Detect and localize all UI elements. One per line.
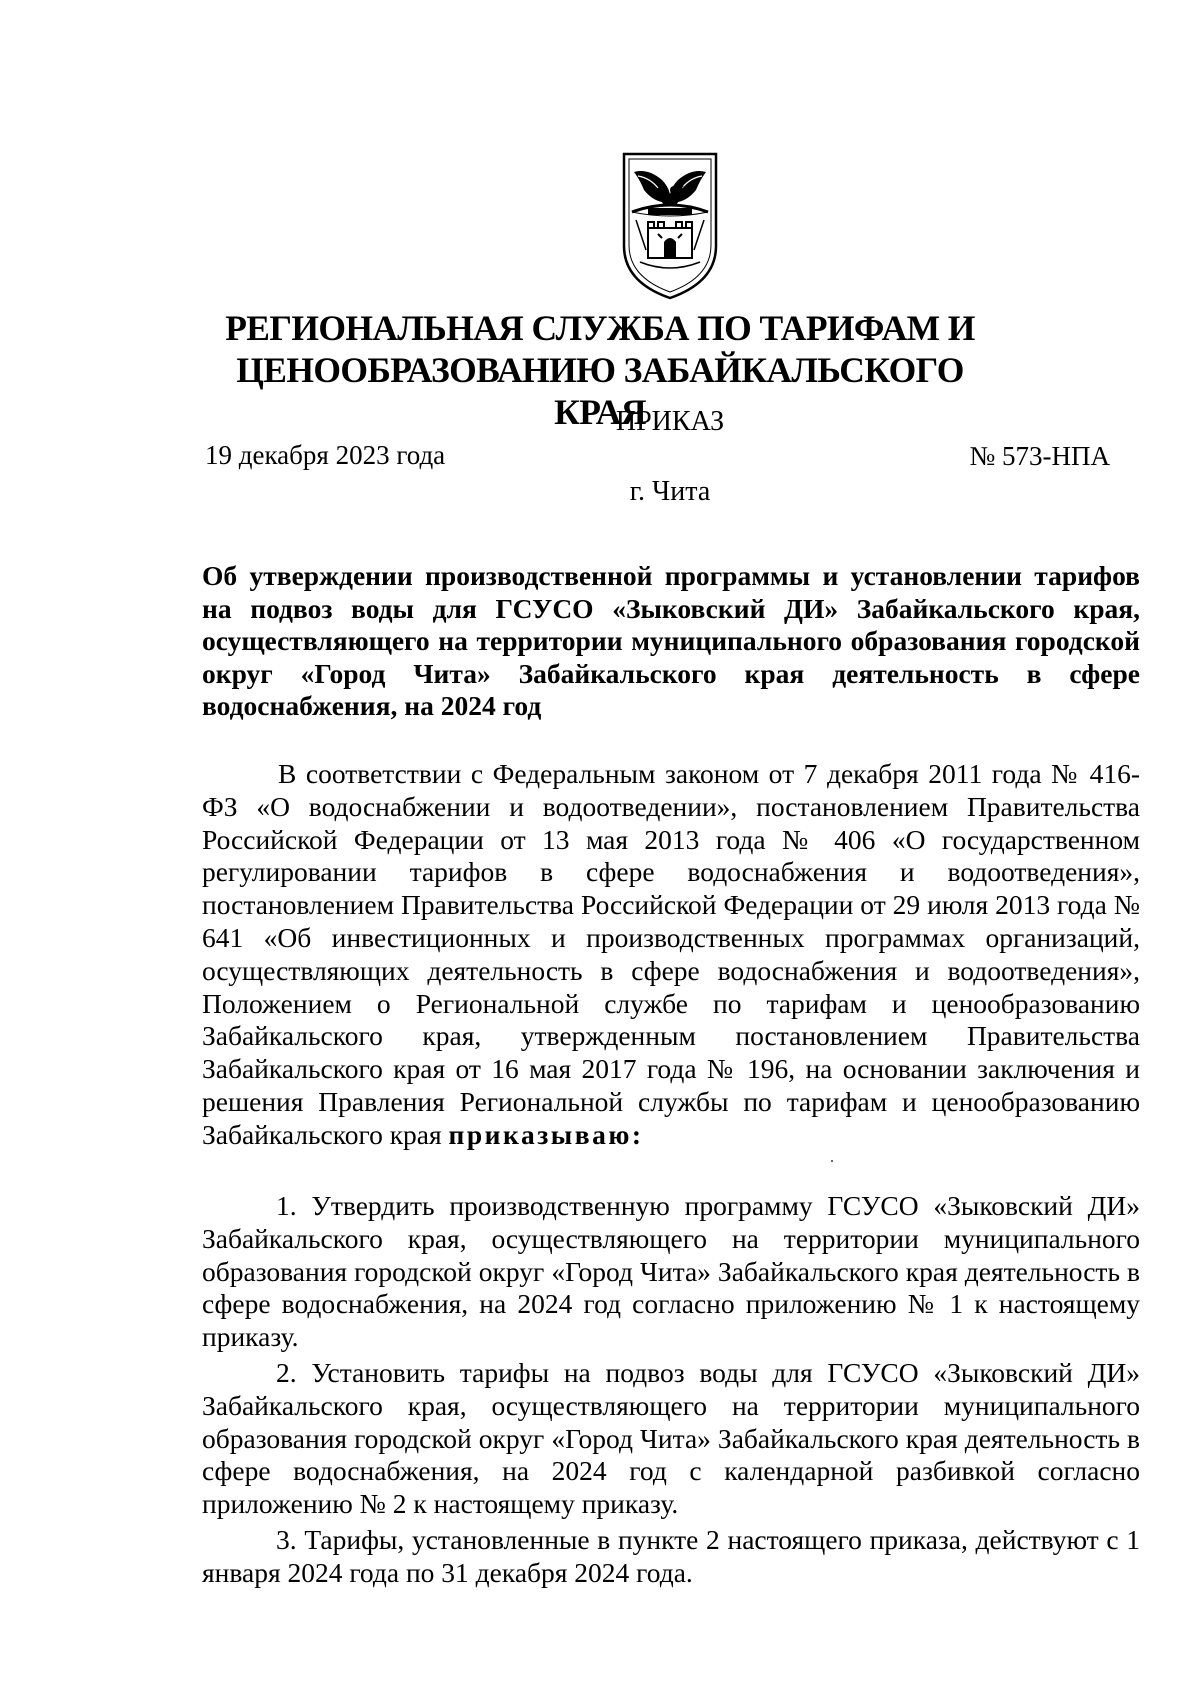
order-item: 2. Установить тарифы на подвоз воды для ГСУСО «Зыковский ДИ» Забайкальского края, осуществляющего на территории муниципального образования городской округ «Город Чита» Забайкальского края деятельность в сфере водоснабжения, на 2024 год с календарной разбивкой согласно приложению № 2 к настоящему приказу. [202, 1356, 1140, 1520]
order-date: 19 декабря 2023 года [205, 440, 446, 470]
order-number: № 573-НПА [969, 441, 1110, 471]
scan-speck [831, 1160, 833, 1162]
organization-title: РЕГИОНАЛЬНАЯ СЛУЖБА ПО ТАРИФАМ И ЦЕНООБРАЗОВАНИЮ ЗАБАЙКАЛЬСКОГО КРАЯ [225, 308, 975, 432]
order-items [202, 1190, 1140, 1590]
order-subject: Об утверждении производственной программы и установлении тарифов на подвоз воды для ГСУСО «Зыковский ДИ» Забайкальского края, осуществляющего на территории муниципального образования городской округ «Город Чита» Забайкальского края деятельность в сфере водоснабжения, на 2024 год [202, 560, 1140, 721]
order-item: 1. Утвердить производственную программу ГСУСО «Зыковский ДИ» Забайкальского края, осуществляющего на территории муниципального образования городской округ «Город Чита» Забайкальского края деятельность в сфере водоснабжения, на 2024 год согласно приложению № 1 к настоящему приказу. [202, 1190, 1140, 1353]
coat-of-arms-icon [618, 150, 722, 302]
preamble-paragraph [202, 758, 1140, 1152]
preamble-text: В соответствии с Федеральным законом от 7 декабря 2011 года № 416-ФЗ «О водоснабжении и водоотведении», постановлением Правительства Российской Федерации от 13 мая 2013 года № 406 «О государственном регулировании тарифов в сфере водоснабжения и водоотведения», постановлением Правительства Российской Федерации от 29 июля 2013 года № 641 «Об инвестиционных и производственных программах организаций, осуществляющих деятельность в сфере водоснабжения и водоотведения», Положением о Региональной службе по тарифам и ценообразованию Забайкальского края, утвержденным постановлением Правительства Забайкальского края от 16 мая 2017 года № 196, на основании заключения и решения Правления Региональной службы по тарифам и ценообразованию Забайкальского края [202, 758, 1140, 1150]
order-city: г. Чита [629, 476, 711, 507]
document-type: ПРИКАЗ [615, 406, 725, 437]
order-item: 3. Тарифы, установленные в пункте 2 настоящего приказа, действуют с 1 января 2024 года по 31 декабря 2024 года. [202, 1523, 1140, 1588]
directive-word: приказываю: [448, 1118, 644, 1150]
